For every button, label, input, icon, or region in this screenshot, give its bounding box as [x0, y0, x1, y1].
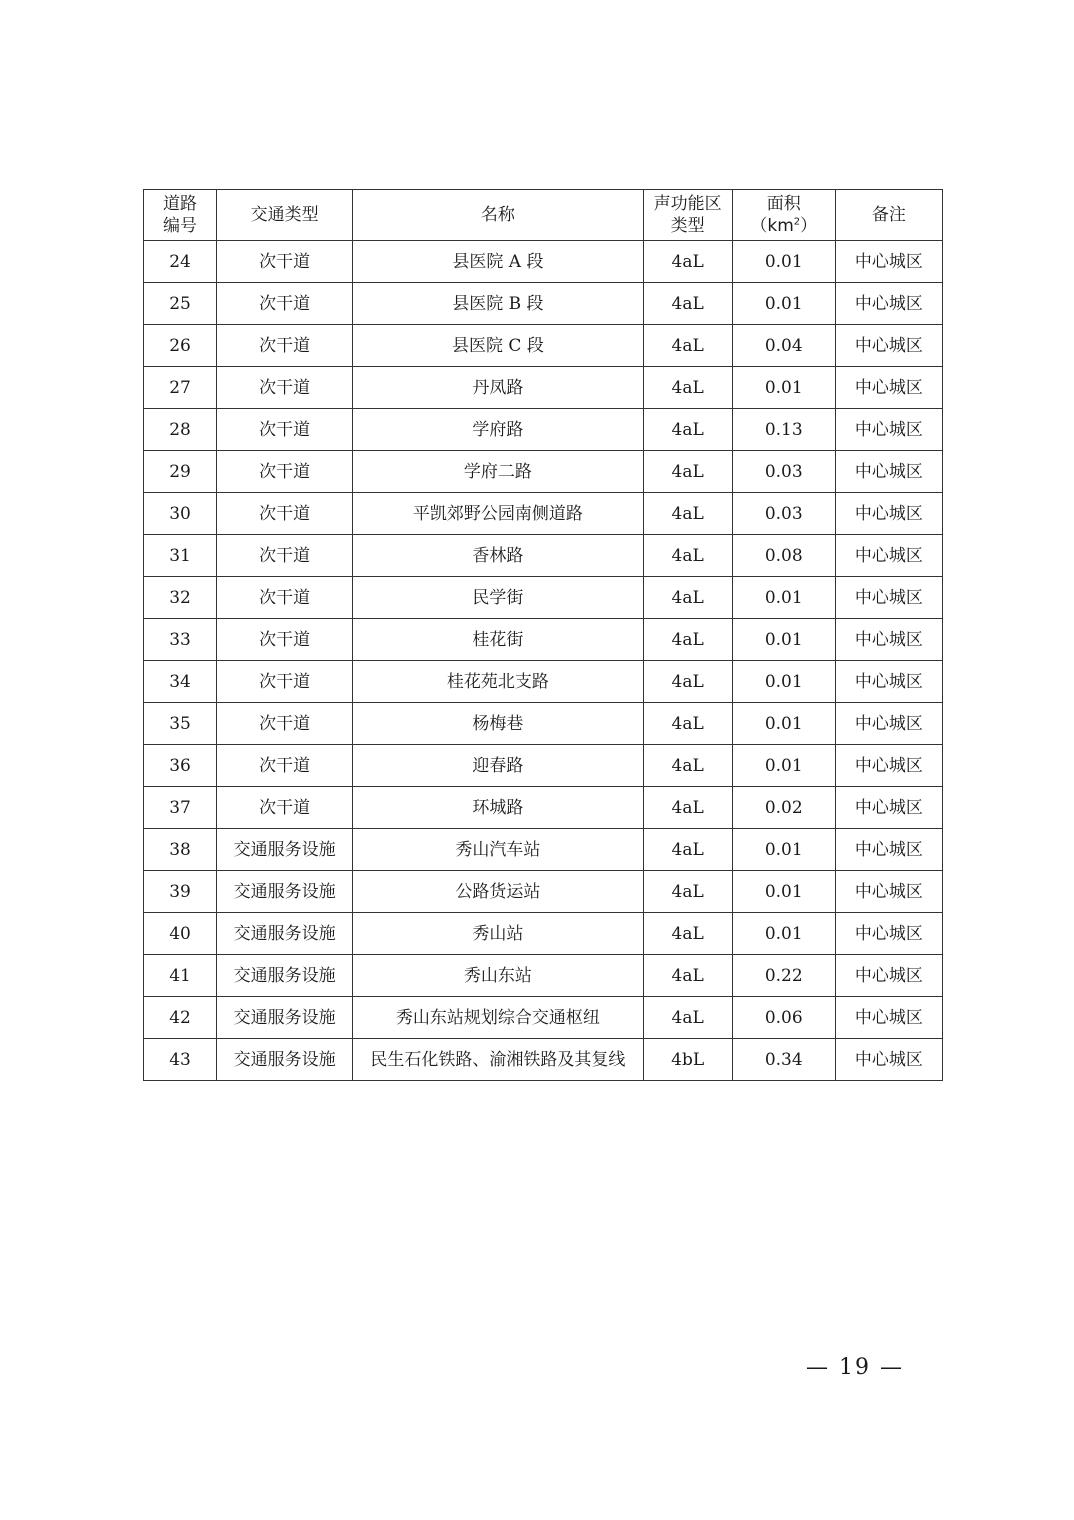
traffic-type-cell: 次干道 [217, 703, 353, 745]
road-id-cell: 27 [144, 367, 217, 409]
sound-zone-cell: 4aL [643, 493, 732, 535]
road-id-cell: 34 [144, 661, 217, 703]
note-cell: 中心城区 [835, 787, 942, 829]
sound-zone-cell: 4bL [643, 1039, 732, 1081]
name-cell: 杨梅巷 [353, 703, 643, 745]
sound-zone-cell: 4aL [643, 619, 732, 661]
traffic-type-cell: 次干道 [217, 535, 353, 577]
header-note: 备注 [835, 190, 942, 241]
name-cell: 县医院 A 段 [353, 241, 643, 283]
name-cell: 环城路 [353, 787, 643, 829]
sound-zone-cell: 4aL [643, 241, 732, 283]
road-id-cell: 24 [144, 241, 217, 283]
sound-zone-cell: 4aL [643, 871, 732, 913]
note-cell: 中心城区 [835, 241, 942, 283]
area-cell: 0.08 [732, 535, 835, 577]
traffic-type-cell: 次干道 [217, 493, 353, 535]
road-id-cell: 40 [144, 913, 217, 955]
road-id-cell: 30 [144, 493, 217, 535]
note-cell: 中心城区 [835, 283, 942, 325]
traffic-type-cell: 次干道 [217, 241, 353, 283]
note-cell: 中心城区 [835, 955, 942, 997]
area-cell: 0.03 [732, 451, 835, 493]
note-cell: 中心城区 [835, 871, 942, 913]
sound-zone-cell: 4aL [643, 997, 732, 1039]
area-unit: $(km^2)$ [750, 216, 818, 236]
note-cell: 中心城区 [835, 913, 942, 955]
sound-zone-cell: 4aL [643, 829, 732, 871]
area-cell: 0.01 [732, 283, 835, 325]
sound-zone-cell: 4aL [643, 787, 732, 829]
traffic-type-cell: 次干道 [217, 409, 353, 451]
sound-zone-cell: 4aL [643, 283, 732, 325]
sound-zone-cell: 4aL [643, 577, 732, 619]
area-cell: 0.01 [732, 745, 835, 787]
name-cell: 平凯郊野公园南侧道路 [353, 493, 643, 535]
road-id-cell: 36 [144, 745, 217, 787]
table-row [144, 577, 943, 619]
area-cell: 0.01 [732, 871, 835, 913]
table-row [144, 283, 943, 325]
traffic-type-cell: 交通服务设施 [217, 871, 353, 913]
note-cell: 中心城区 [835, 409, 942, 451]
note-cell: 中心城区 [835, 619, 942, 661]
table-row [144, 493, 943, 535]
page-number: — 19 — [806, 1355, 904, 1380]
name-cell: 桂花苑北支路 [353, 661, 643, 703]
name-cell: 县医院 C 段 [353, 325, 643, 367]
note-cell: 中心城区 [835, 745, 942, 787]
road-id-cell: 42 [144, 997, 217, 1039]
note-cell: 中心城区 [835, 661, 942, 703]
road-noise-zone-table [143, 189, 943, 1081]
table-row [144, 1039, 943, 1081]
area-cell: 0.22 [732, 955, 835, 997]
traffic-type-cell: 次干道 [217, 367, 353, 409]
area-cell: 0.01 [732, 577, 835, 619]
name-cell: 迎春路 [353, 745, 643, 787]
sound-zone-cell: 4aL [643, 535, 732, 577]
table-row [144, 451, 943, 493]
name-cell: 公路货运站 [353, 871, 643, 913]
area-cell: 0.06 [732, 997, 835, 1039]
table-row [144, 913, 943, 955]
name-cell: 香林路 [353, 535, 643, 577]
table-row [144, 703, 943, 745]
road-id-cell: 38 [144, 829, 217, 871]
note-cell: 中心城区 [835, 493, 942, 535]
note-cell: 中心城区 [835, 451, 942, 493]
sound-zone-cell: 4aL [643, 661, 732, 703]
traffic-type-cell: 交通服务设施 [217, 913, 353, 955]
table-row [144, 409, 943, 451]
traffic-type-cell: 交通服务设施 [217, 955, 353, 997]
name-cell: 学府路 [353, 409, 643, 451]
table-row [144, 325, 943, 367]
name-cell: 民学街 [353, 577, 643, 619]
table-row [144, 745, 943, 787]
sound-zone-cell: 4aL [643, 913, 732, 955]
road-id-cell: 25 [144, 283, 217, 325]
note-cell: 中心城区 [835, 829, 942, 871]
traffic-type-cell: 次干道 [217, 451, 353, 493]
header-name: 名称 [353, 190, 643, 241]
traffic-type-cell: 交通服务设施 [217, 1039, 353, 1081]
name-cell: 学府二路 [353, 451, 643, 493]
area-cell: 0.01 [732, 703, 835, 745]
note-cell: 中心城区 [835, 997, 942, 1039]
name-cell: 丹凤路 [353, 367, 643, 409]
note-cell: 中心城区 [835, 325, 942, 367]
traffic-type-cell: 次干道 [217, 283, 353, 325]
name-cell: 县医院 B 段 [353, 283, 643, 325]
table-row [144, 619, 943, 661]
sound-zone-cell: 4aL [643, 367, 732, 409]
note-cell: 中心城区 [835, 703, 942, 745]
road-id-cell: 37 [144, 787, 217, 829]
sound-zone-cell: 4aL [643, 409, 732, 451]
road-id-cell: 33 [144, 619, 217, 661]
note-cell: 中心城区 [835, 577, 942, 619]
area-cell: 0.01 [732, 661, 835, 703]
name-cell: 秀山东站规划综合交通枢纽 [353, 997, 643, 1039]
area-cell: 0.01 [732, 619, 835, 661]
header-area: 面积 $(km^2)$ [732, 190, 835, 241]
header-road-id: 道路 编号 [144, 190, 217, 241]
road-id-cell: 35 [144, 703, 217, 745]
area-cell: 0.02 [732, 787, 835, 829]
road-id-cell: 29 [144, 451, 217, 493]
area-cell: 0.13 [732, 409, 835, 451]
sound-zone-cell: 4aL [643, 955, 732, 997]
name-cell: 民生石化铁路、渝湘铁路及其复线 [353, 1039, 643, 1081]
table-row [144, 535, 943, 577]
table-row [144, 787, 943, 829]
road-id-cell: 43 [144, 1039, 217, 1081]
name-cell: 秀山站 [353, 913, 643, 955]
traffic-type-cell: 交通服务设施 [217, 829, 353, 871]
road-id-cell: 28 [144, 409, 217, 451]
road-id-cell: 39 [144, 871, 217, 913]
area-cell: 0.34 [732, 1039, 835, 1081]
road-id-cell: 41 [144, 955, 217, 997]
header-sound-zone-type: 声功能区 类型 [643, 190, 732, 241]
table-row [144, 241, 943, 283]
table-header-row [144, 190, 943, 241]
name-cell: 秀山东站 [353, 955, 643, 997]
area-cell: 0.01 [732, 367, 835, 409]
area-cell: 0.03 [732, 493, 835, 535]
header-traffic-type: 交通类型 [217, 190, 353, 241]
table-row [144, 367, 943, 409]
area-cell: 0.01 [732, 913, 835, 955]
sound-zone-cell: 4aL [643, 451, 732, 493]
traffic-type-cell: 次干道 [217, 661, 353, 703]
sound-zone-cell: 4aL [643, 325, 732, 367]
note-cell: 中心城区 [835, 367, 942, 409]
table-row [144, 871, 943, 913]
area-cell: 0.04 [732, 325, 835, 367]
traffic-type-cell: 次干道 [217, 745, 353, 787]
traffic-type-cell: 次干道 [217, 619, 353, 661]
name-cell: 秀山汽车站 [353, 829, 643, 871]
note-cell: 中心城区 [835, 1039, 942, 1081]
road-id-cell: 31 [144, 535, 217, 577]
table-row [144, 829, 943, 871]
table-body [144, 241, 943, 1081]
traffic-type-cell: 次干道 [217, 787, 353, 829]
table-row [144, 997, 943, 1039]
traffic-type-cell: 交通服务设施 [217, 997, 353, 1039]
sound-zone-cell: 4aL [643, 703, 732, 745]
traffic-type-cell: 次干道 [217, 325, 353, 367]
note-cell: 中心城区 [835, 535, 942, 577]
road-id-cell: 32 [144, 577, 217, 619]
area-cell: 0.01 [732, 829, 835, 871]
area-cell: 0.01 [732, 241, 835, 283]
traffic-type-cell: 次干道 [217, 577, 353, 619]
table-row [144, 661, 943, 703]
table-row [144, 955, 943, 997]
sound-zone-cell: 4aL [643, 745, 732, 787]
road-id-cell: 26 [144, 325, 217, 367]
name-cell: 桂花街 [353, 619, 643, 661]
